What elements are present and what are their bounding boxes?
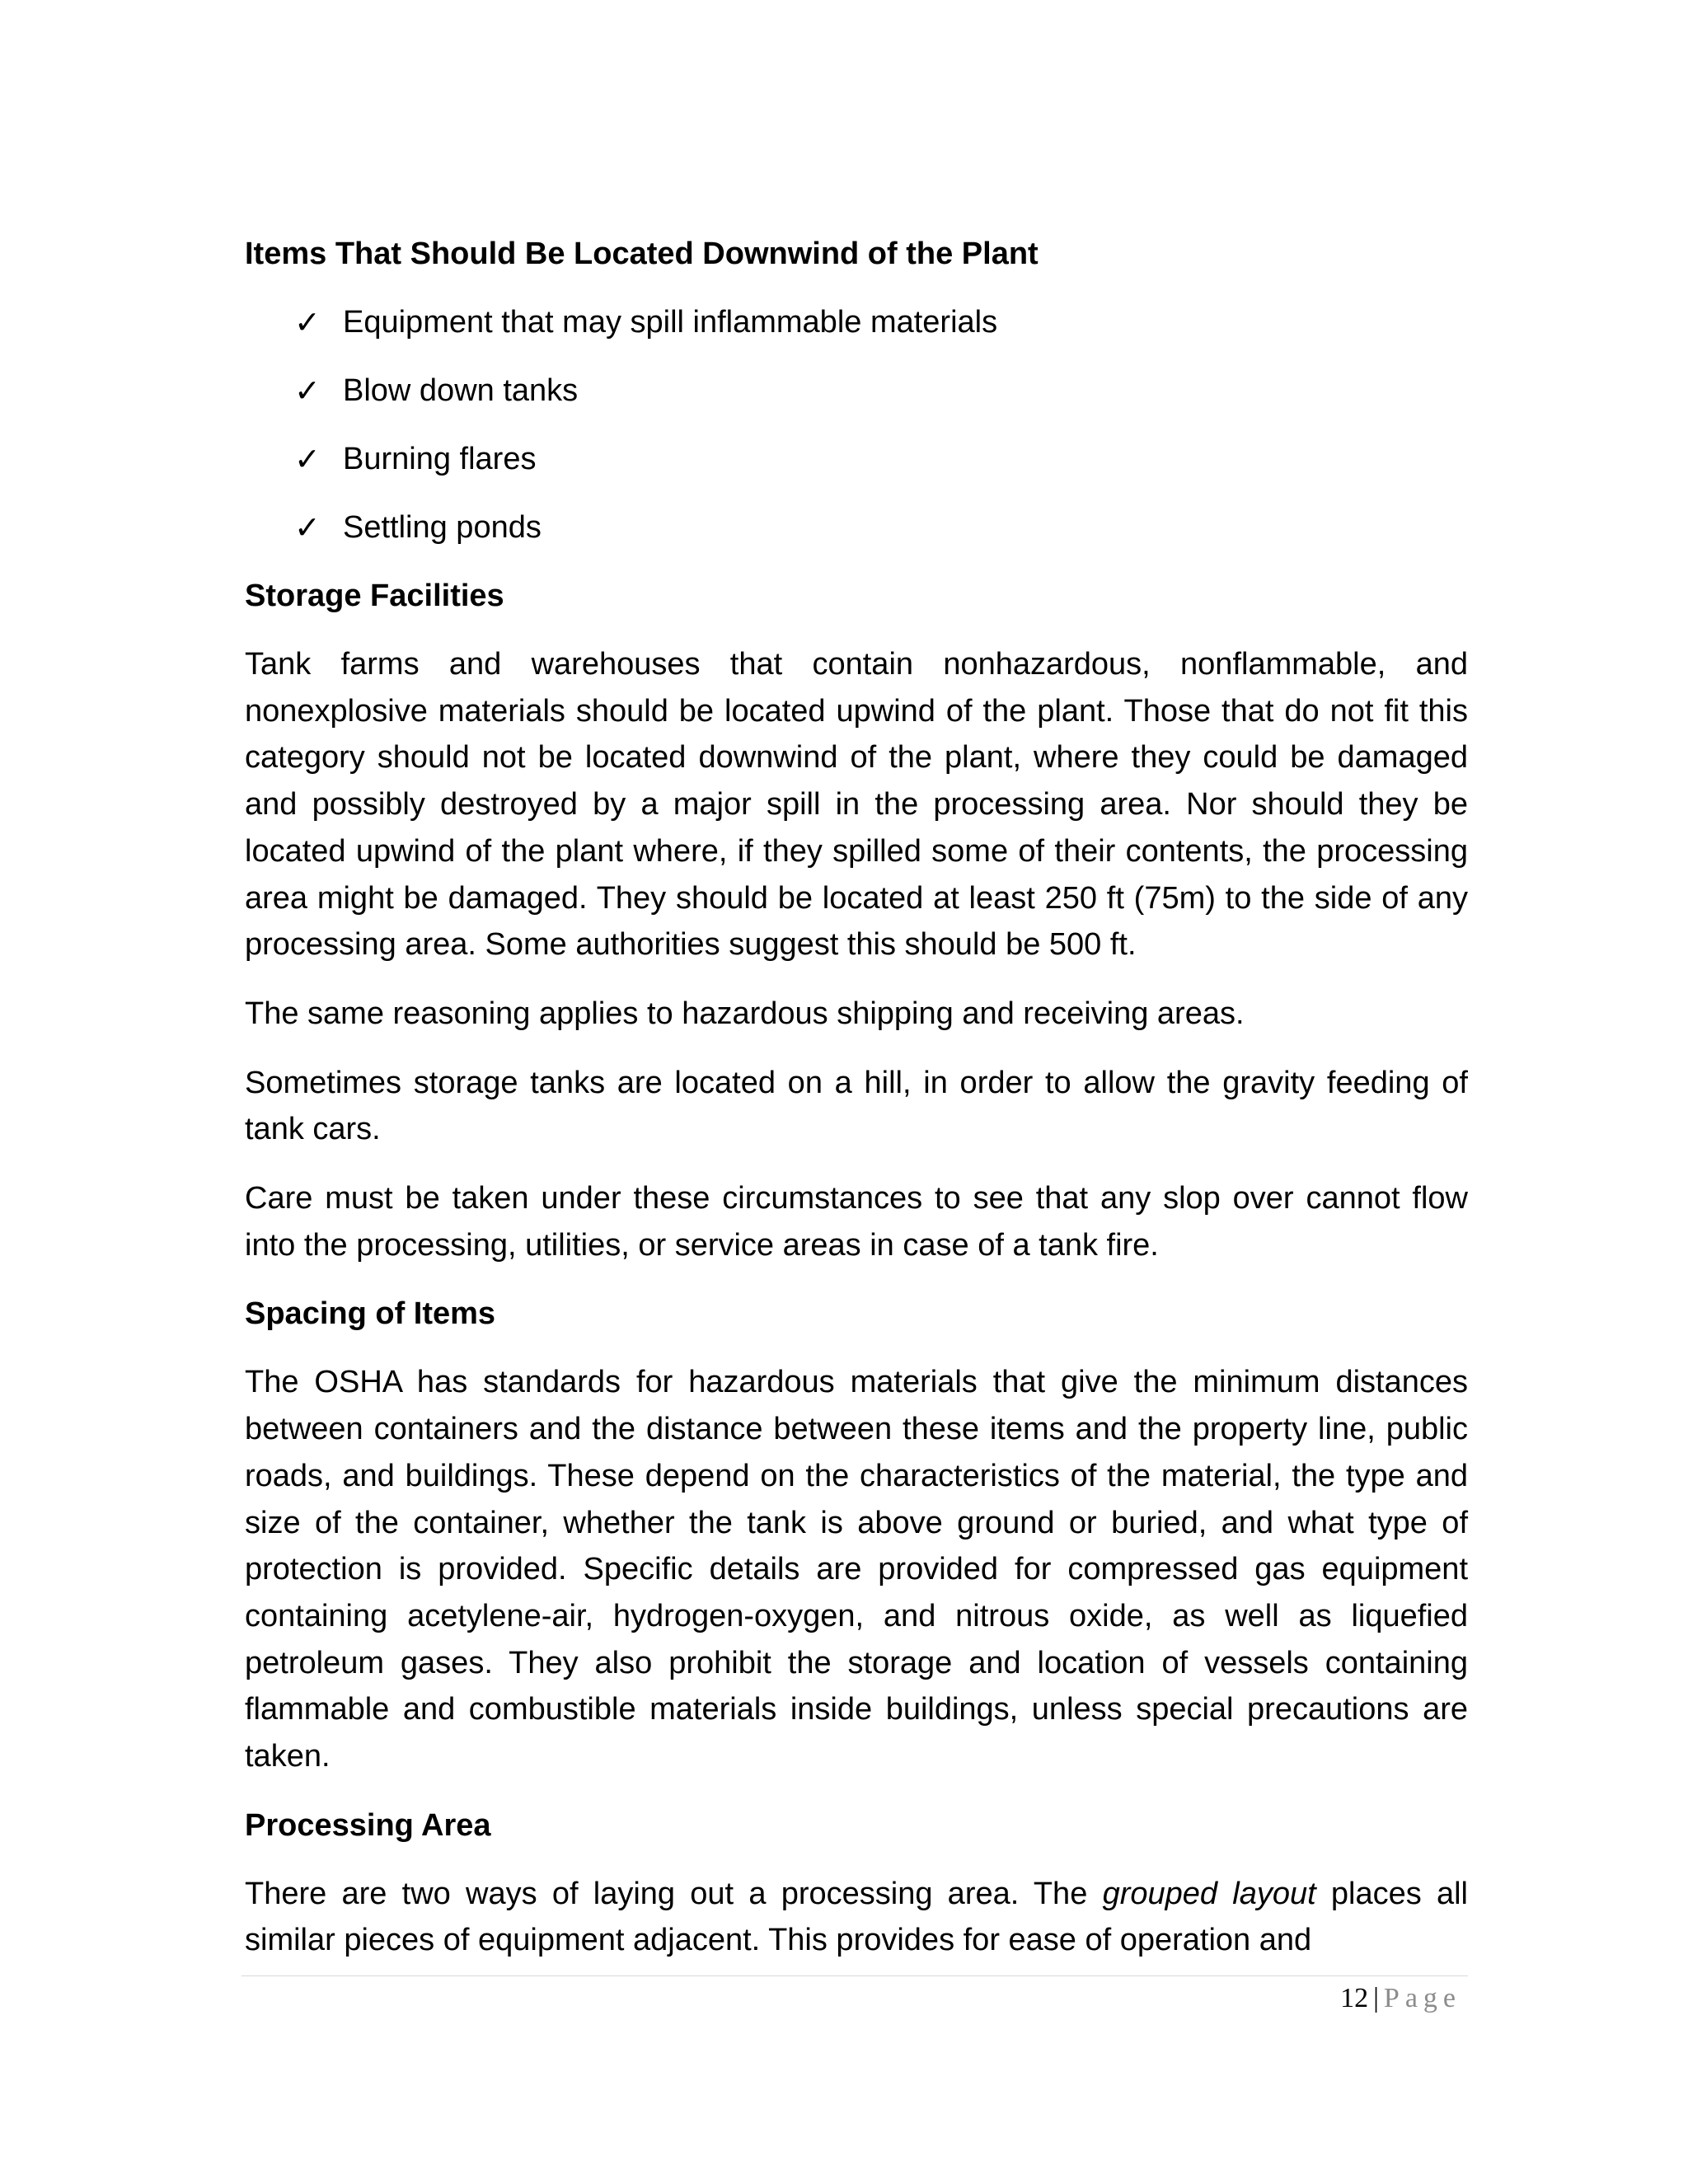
checkmark-icon: ✓ [294,373,321,409]
list-item [245,299,1468,345]
page-content [245,231,1468,1986]
storage-paragraph: Care must be taken under these circumstances to see that any slop over cannot flow into the processing, utilities, or service areas in case of a tank fire. [245,1181,1468,1263]
checkmark-icon: ✓ [294,441,321,477]
processing-text-italic: grouped layout [1102,1876,1316,1911]
checkmark-icon: ✓ [294,304,321,340]
page-number: 12 [1340,1983,1369,2013]
processing-text-end: places all similar pieces of equipment adjacent. This provides for ease of operation and [245,1876,1468,1958]
spacing-heading: Spacing of Items [245,1296,496,1332]
processing-heading: Processing Area [245,1807,491,1843]
page-footer [1340,1978,1461,2019]
downwind-list [245,299,1468,551]
list-item-text: Burning flares [343,442,537,476]
list-item [245,368,1468,414]
spacing-paragraph: The OSHA has standards for hazardous materials that give the minimum distances between containers and the distance between these items and the property line, public roads, and buildings. These depend on the characteristics of the material, the type and size of the container, whether the tank is above ground or buried, and what type of protection is provided. Specific details are provided for compressed gas equipment containing acetylene-air, hydrogen-oxygen, and nitrous oxide, as well as liquefied petroleum gases. They also prohibit the storage and location of vessels containing flammable and combustible materials inside buildings, unless special precautions are taken. [245,1365,1468,1774]
footer-separator: | [1373,1983,1379,2013]
list-item [245,504,1468,551]
list-item-text: Equipment that may spill inflammable materials [343,305,998,340]
checkmark-icon: ✓ [294,509,321,546]
list-item-text: Blow down tanks [343,373,579,408]
processing-text-start: There are two ways of laying out a processing area. The [245,1876,1103,1911]
list-item [245,436,1468,482]
list-item-text: Settling ponds [343,510,542,545]
storage-paragraph: The same reasoning applies to hazardous shipping and receiving areas. [245,996,1245,1031]
processing-paragraph [245,1871,1468,1964]
storage-paragraph: Tank farms and warehouses that contain nonhazardous, nonflammable, and nonexplosive materials should be located upwind of the plant. Those that do not fit this category should not be located downwind of the plant, where they could be damaged and possibly destroyed by a major spill in the processing area. Nor should they be located upwind of the plant where, if they spilled some of their contents, the processing area might be damaged. They should be located at least 250 ft (75m) to the side of any processing area. Some authorities suggest this should be 500 ft. [245,647,1468,963]
storage-paragraph: Sometimes storage tanks are located on a hill, in order to allow the gravity feeding of tank cars. [245,1065,1468,1147]
footer-divider [241,1975,1468,1976]
page-label: Page [1383,1983,1461,2013]
downwind-heading: Items That Should Be Located Downwind of the Plant [245,237,1039,271]
storage-heading: Storage Facilities [245,579,504,613]
